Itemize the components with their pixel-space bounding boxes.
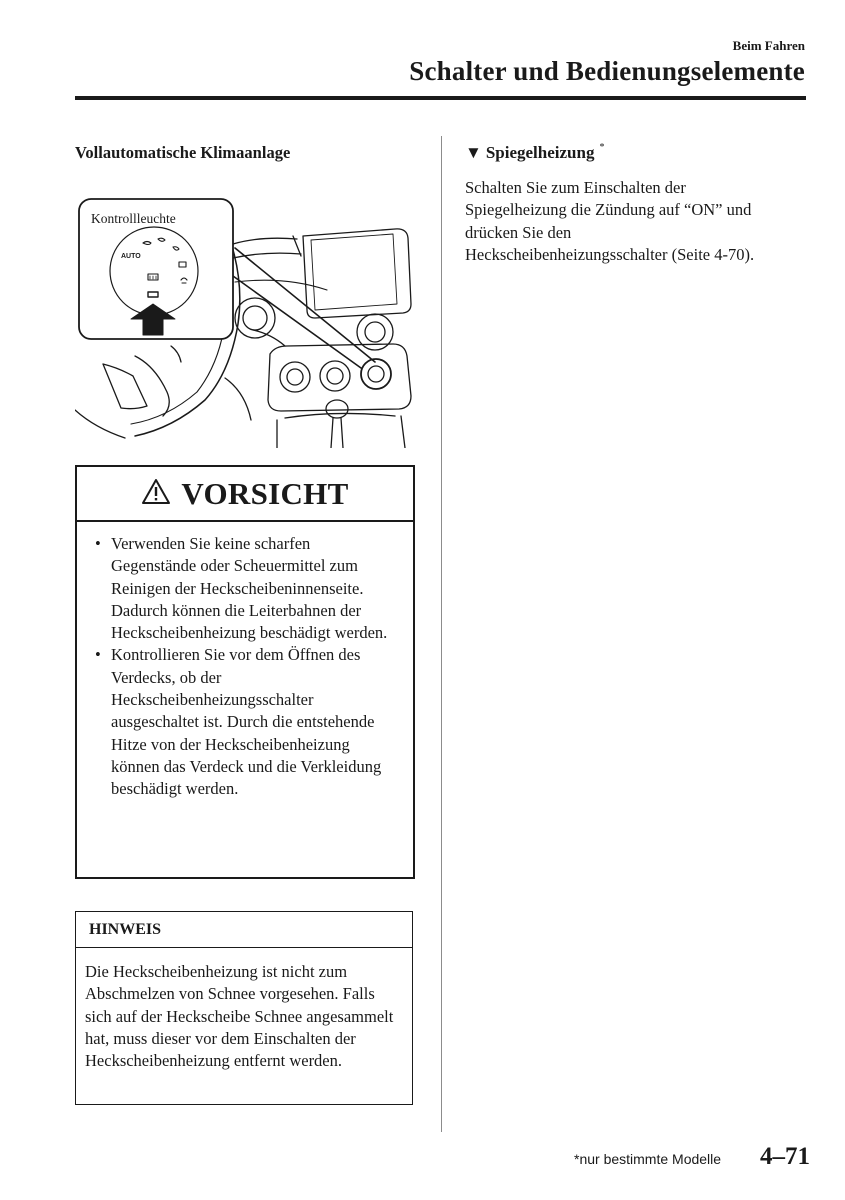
indicator-callout-label: Kontrollleuchte	[91, 211, 176, 226]
caution-header	[77, 467, 413, 522]
note-box	[75, 911, 413, 1105]
auto-label: AUTO	[121, 253, 141, 260]
footnote: *nur bestimmte Modelle	[574, 1151, 722, 1167]
note-text: Die Heckscheibenheizung ist nicht zum Abschmelzen von Schnee vorgesehen. Falls sich auf der Heckscheibe Schnee angesammelt hat, muss dieser vor dem Einschalten der Heckscheibenheizung entfernt werden.	[85, 962, 394, 1071]
caution-box	[75, 465, 415, 879]
model-asterisk: *	[599, 142, 605, 153]
caution-item-text: Kontrollieren Sie vor dem Öffnen des Verdecks, ob der Heckscheibenheizungsschalter ausgeschaltet ist. Durch die entstehende Hitze von der Heckscheibenheizung können das Verdeck und die Verkleidung beschädigt werden.	[111, 645, 382, 799]
chapter-title: Schalter und Bedienungselemente	[409, 56, 805, 86]
mirror-heater-text: Schalten Sie zum Einschalten der Spiegelheizung die Zündung auf “ON” und drücken Sie den Heckscheibenheizungsschalter (Seite 4-70).	[465, 178, 755, 264]
list-item	[93, 533, 398, 644]
caution-item-text: Verwenden Sie keine scharfen Gegenstände oder Scheuermittel zum Reinigen der Heckscheibeninnenseite. Dadurch können die Leiterbahnen der Heckscheibenheizung beschädigt werden.	[111, 534, 388, 643]
caution-title: VORSICHT	[181, 475, 349, 511]
section-label: Beim Fahren	[732, 38, 805, 53]
list-item	[93, 644, 398, 800]
column-divider	[441, 136, 442, 1132]
bullet: •	[95, 534, 101, 553]
note-header	[76, 912, 412, 948]
bullet: •	[95, 645, 101, 665]
page-number: 4–71	[760, 1143, 810, 1170]
note-title: HINWEIS	[89, 920, 162, 938]
mirror-heater-title: Spiegelheizung	[485, 143, 595, 162]
section-marker-icon: ▼	[465, 143, 482, 162]
caution-list	[93, 533, 398, 801]
header-rule	[75, 96, 806, 100]
climate-heading: Vollautomatische Klimaanlage	[75, 143, 291, 162]
climate-control-illustration	[75, 196, 415, 448]
warning-triangle-icon	[141, 478, 171, 510]
mirror-heater-heading	[465, 141, 604, 165]
